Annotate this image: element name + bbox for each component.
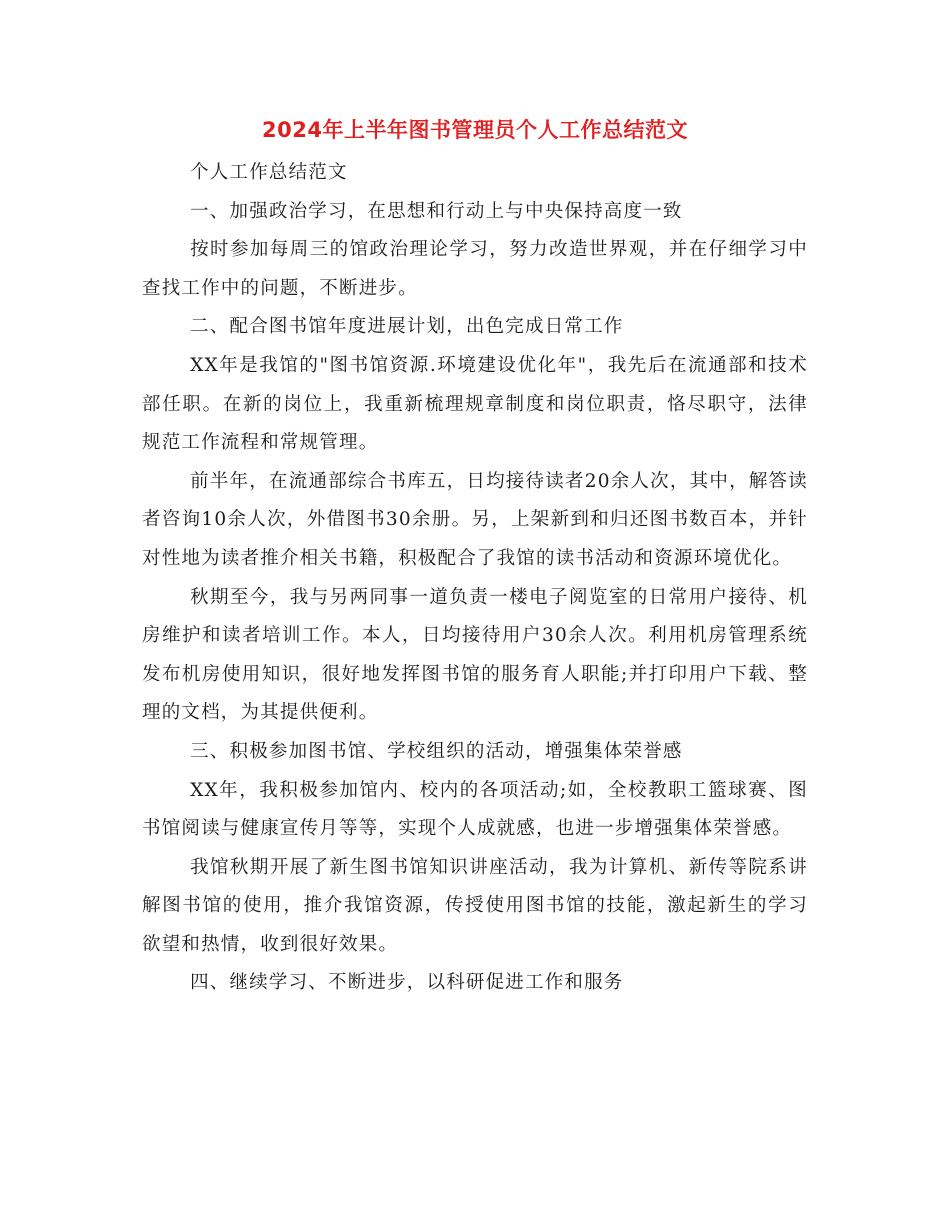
document-title: 2024年上半年图书管理员个人工作总结范文 bbox=[262, 118, 688, 142]
paragraph-subtitle: 个人工作总结范文 bbox=[190, 162, 348, 183]
section-heading-1: 一、加强政治学习，在思想和行动上与中央保持高度一致 bbox=[190, 200, 683, 222]
paragraph: XX年是我馆的"图书馆资源.环境建设优化年"，我先后在流通部和技术部任职。在新的岗位上，我重新梳理规章制度和岗位职责，恪尽职守，法律规范工作流程和常规管理。 bbox=[142, 354, 808, 454]
section-heading-4: 四、继续学习、不断进步，以科研促进工作和服务 bbox=[190, 972, 624, 994]
section-heading-2: 二、配合图书馆年度进展计划，出色完成日常工作 bbox=[190, 316, 624, 338]
paragraph: 按时参加每周三的馆政治理论学习，努力改造世界观，并在仔细学习中查找工作中的问题，不断进步。 bbox=[142, 239, 808, 299]
paragraph: 秋期至今，我与另两同事一道负责一楼电子阅览室的日常用户接待、机房维护和读者培训工作。本人，日均接待用户30余人次。利用机房管理系统发布机房使用知识，很好地发挥图书馆的服务育人职能;并打印用户下载、整理的文档，为其提供便利。 bbox=[142, 586, 808, 724]
paragraph: 前半年，在流通部综合书库五，日均接待读者20余人次，其中，解答读者咨询10余人次，外借图书30余册。另，上架新到和归还图书数百本，并针对性地为读者推介相关书籍，积极配合了我馆的读书活动和资源环境优化。 bbox=[142, 470, 808, 569]
section-heading-3: 三、积极参加图书馆、学校组织的活动，增强集体荣誉感 bbox=[190, 740, 683, 762]
document-body bbox=[142, 154, 808, 1003]
paragraph: XX年，我积极参加馆内、校内的各项活动;如，全校教职工篮球赛、图书馆阅读与健康宣传月等等，实现个人成就感，也进一步增强集体荣誉感。 bbox=[142, 779, 808, 840]
paragraph: 我馆秋期开展了新生图书馆知识讲座活动，我为计算机、新传等院系讲解图书馆的使用，推介我馆资源，传授使用图书馆的技能，激起新生的学习欲望和热情，收到很好效果。 bbox=[142, 856, 808, 955]
